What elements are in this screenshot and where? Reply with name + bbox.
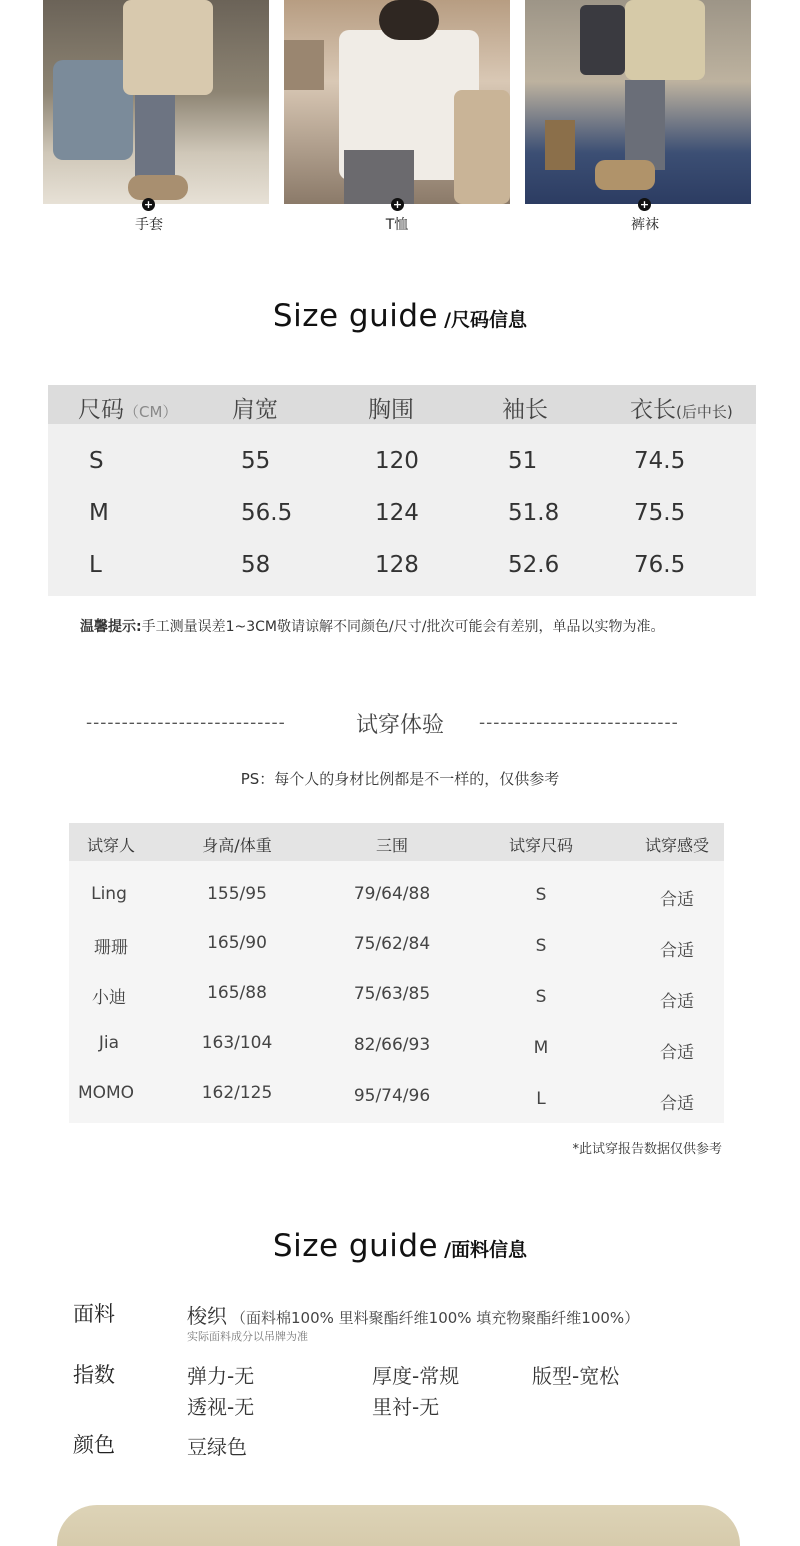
fabric-heading xyxy=(0,1228,800,1264)
try-on-table-header xyxy=(69,823,724,861)
measurements-cell: 75/63/85 xyxy=(353,984,431,1004)
feeling-cell: 合适 xyxy=(660,890,694,910)
plus-icon: + xyxy=(392,198,403,211)
product-detail-photo xyxy=(57,1505,740,1546)
header-height-weight: 身高/体重 xyxy=(202,836,272,855)
tester-cell: Ling xyxy=(91,884,127,904)
color-value: 豆绿色 xyxy=(187,1435,247,1459)
header-measurements: 三围 xyxy=(375,836,409,855)
size-worn-cell: S xyxy=(535,885,547,905)
size-worn-cell: L xyxy=(536,1089,546,1109)
header-tester: 试穿人 xyxy=(86,836,136,855)
feeling-cell: 合适 xyxy=(660,992,694,1012)
tester-cell: 珊珊 xyxy=(94,938,128,958)
tester-cell: 小迪 xyxy=(92,988,126,1008)
tester-cell: MOMO xyxy=(77,1083,135,1103)
measurement-notice xyxy=(80,616,664,636)
thickness-value: 厚度-常规 xyxy=(372,1364,460,1388)
size-cell: M xyxy=(89,500,109,526)
header-chest: 胸围 xyxy=(368,397,414,423)
measurements-cell: 82/66/93 xyxy=(353,1035,431,1055)
try-on-note: *此试穿报告数据仅供参考 xyxy=(572,1142,722,1157)
height-weight-cell: 165/90 xyxy=(207,933,267,953)
feeling-cell: 合适 xyxy=(660,1094,694,1114)
size-guide-heading xyxy=(0,298,800,334)
material-value: 梭织 （面料棉100% 里料聚酯纤维100% 填充物聚酯纤维100%） xyxy=(187,1304,640,1328)
chest-cell: 124 xyxy=(375,500,419,526)
header-size-worn: 试穿尺码 xyxy=(508,836,574,855)
size-worn-cell: S xyxy=(535,936,547,956)
chest-cell: 120 xyxy=(375,448,419,474)
material-note: 实际面料成分以吊牌为准 xyxy=(187,1330,308,1343)
try-on-title: 试穿体验 xyxy=(355,713,444,738)
size-guide-subtitle: /尺码信息 xyxy=(444,309,528,331)
height-weight-cell: 162/125 xyxy=(201,1083,273,1103)
lining-value: 里衬-无 xyxy=(372,1395,440,1419)
material-label: 面料 xyxy=(73,1302,115,1326)
header-shoulder: 肩宽 xyxy=(232,397,278,423)
measurements-cell: 75/62/84 xyxy=(353,934,431,954)
photo-caption-gloves: 手套 xyxy=(135,217,163,233)
header-sleeve: 袖长 xyxy=(502,397,548,423)
tester-cell: Jia xyxy=(98,1033,120,1053)
divider-right: ---------------------------- xyxy=(479,713,679,733)
size-guide-title: Size guide xyxy=(272,298,439,334)
length-cell: 75.5 xyxy=(634,500,686,526)
try-on-ps: PS：每个人的身材比例都是不一样的，仅供参考 xyxy=(240,770,560,788)
fabric-title: Size guide xyxy=(272,1228,439,1264)
header-length: 衣长(后中长) xyxy=(630,397,733,423)
elasticity-value: 弹力-无 xyxy=(187,1364,255,1388)
plus-icon: + xyxy=(143,198,154,211)
product-photo-tights xyxy=(525,0,751,204)
size-cell: L xyxy=(89,552,102,578)
fabric-subtitle: /面料信息 xyxy=(444,1239,528,1261)
photo-caption-tights: 裤袜 xyxy=(631,217,659,233)
photo-caption-tshirt: T恤 xyxy=(385,217,409,233)
height-weight-cell: 163/104 xyxy=(201,1033,273,1053)
shoulder-cell: 56.5 xyxy=(241,500,293,526)
shoulder-cell: 55 xyxy=(241,448,271,474)
height-weight-cell: 155/95 xyxy=(207,884,267,904)
product-photo-gloves xyxy=(43,0,269,204)
length-cell: 74.5 xyxy=(634,448,686,474)
size-table xyxy=(48,385,756,596)
size-worn-cell: S xyxy=(535,987,547,1007)
sleeve-cell: 51 xyxy=(508,448,538,474)
measurements-cell: 95/74/96 xyxy=(353,1086,431,1106)
plus-icon: + xyxy=(639,198,650,211)
sleeve-cell: 52.6 xyxy=(508,552,560,578)
sleeve-cell: 51.8 xyxy=(508,500,560,526)
feeling-cell: 合适 xyxy=(660,941,694,961)
color-label: 颜色 xyxy=(73,1433,115,1457)
index-label: 指数 xyxy=(73,1363,115,1387)
height-weight-cell: 165/88 xyxy=(207,983,267,1003)
shoulder-cell: 58 xyxy=(241,552,271,578)
divider-left: ---------------------------- xyxy=(86,713,286,733)
length-cell: 76.5 xyxy=(634,552,686,578)
try-on-table xyxy=(69,823,724,1123)
size-table-header xyxy=(48,385,756,424)
header-feeling: 试穿感受 xyxy=(644,836,710,855)
size-worn-cell: M xyxy=(533,1038,549,1058)
transparency-value: 透视-无 xyxy=(187,1395,255,1419)
size-cell: S xyxy=(89,448,104,474)
notice-label: 温馨提示: xyxy=(80,619,142,635)
feeling-cell: 合适 xyxy=(660,1043,694,1063)
fit-value: 版型-宽松 xyxy=(532,1364,620,1388)
chest-cell: 128 xyxy=(375,552,419,578)
product-photo-tshirt xyxy=(284,0,510,204)
header-size: 尺码（CM） xyxy=(78,397,178,423)
notice-text: 手工测量误差1~3CM敬请谅解不同颜色/尺寸/批次可能会有差别，单品以实物为准。 xyxy=(141,619,665,635)
material-detail: （面料棉100% 里料聚酯纤维100% 填充物聚酯纤维100%） xyxy=(231,1309,640,1327)
measurements-cell: 79/64/88 xyxy=(353,884,431,904)
